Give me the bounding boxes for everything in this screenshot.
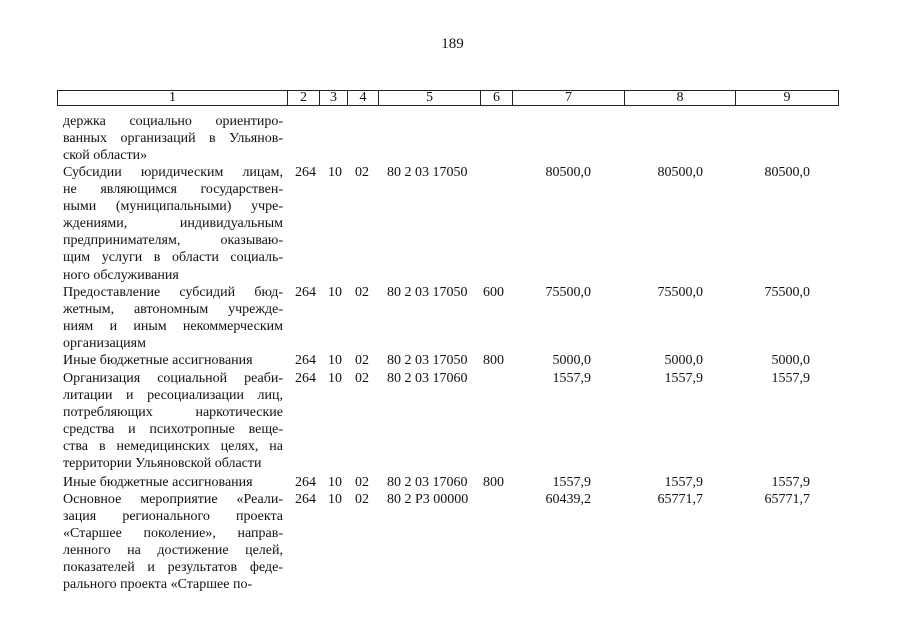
subsection-code: 02 bbox=[355, 285, 369, 300]
description-line: Субсидии юридическим лицам, bbox=[63, 165, 283, 180]
description-line: ванных организаций в Ульянов- bbox=[63, 131, 283, 147]
description-line: ства в немедицинских целях, на bbox=[63, 439, 283, 455]
amount-col-9: 65771,7 bbox=[764, 492, 810, 507]
amount-col-8: 80500,0 bbox=[657, 165, 703, 180]
description-line: «Старшее поколение», направ- bbox=[63, 526, 283, 542]
header-col-8: 8 bbox=[625, 91, 736, 105]
target-article-code: 80 2 03 17060 bbox=[387, 475, 468, 490]
amount-col-7: 60439,2 bbox=[545, 492, 591, 507]
amount-col-8: 5000,0 bbox=[664, 353, 703, 368]
row-description bbox=[63, 491, 283, 594]
expense-type-code: 600 bbox=[483, 285, 504, 300]
chapter-code: 264 bbox=[295, 492, 316, 507]
chapter-code: 264 bbox=[295, 285, 316, 300]
description-line: щим услуги в области социаль- bbox=[63, 250, 283, 266]
amount-col-9: 5000,0 bbox=[771, 353, 810, 368]
amount-col-8: 75500,0 bbox=[657, 285, 703, 300]
section-code: 10 bbox=[328, 165, 342, 180]
description-line: не являющимся государствен- bbox=[63, 182, 283, 198]
subsection-code: 02 bbox=[355, 165, 369, 180]
header-col-1: 1 bbox=[58, 91, 288, 105]
section-code: 10 bbox=[328, 353, 342, 368]
row-description bbox=[63, 352, 283, 369]
section-code: 10 bbox=[328, 475, 342, 490]
expense-type-code: 800 bbox=[483, 353, 504, 368]
target-article-code: 80 2 03 17050 bbox=[387, 353, 468, 368]
section-code: 10 bbox=[328, 285, 342, 300]
target-article-code: 80 2 03 17060 bbox=[387, 371, 468, 386]
header-col-6: 6 bbox=[481, 91, 513, 105]
description-line: ленного на достижение целей, bbox=[63, 543, 283, 559]
header-col-5: 5 bbox=[379, 91, 481, 105]
chapter-code: 264 bbox=[295, 353, 316, 368]
amount-col-9: 80500,0 bbox=[764, 165, 810, 180]
header-col-7: 7 bbox=[513, 91, 625, 105]
description-line: ного обслуживания bbox=[63, 267, 179, 283]
amount-col-7: 5000,0 bbox=[552, 353, 591, 368]
row-description bbox=[63, 474, 283, 491]
header-col-2: 2 bbox=[288, 91, 320, 105]
amount-col-7: 1557,9 bbox=[552, 475, 591, 490]
section-code: 10 bbox=[328, 371, 342, 386]
page-number: 189 bbox=[441, 36, 464, 52]
row-description bbox=[63, 370, 283, 473]
description-line: ниям и иным некоммерческим bbox=[63, 319, 283, 335]
description-line: потребляющих наркотические bbox=[63, 405, 283, 421]
description-line: литации и ресоциализации лиц, bbox=[63, 388, 283, 404]
header-col-3: 3 bbox=[320, 91, 348, 105]
amount-col-9: 1557,9 bbox=[771, 371, 810, 386]
amount-col-8: 65771,7 bbox=[657, 492, 703, 507]
description-line: Предоставление субсидий бюд- bbox=[63, 285, 283, 300]
header-col-4: 4 bbox=[348, 91, 379, 105]
amount-col-9: 75500,0 bbox=[764, 285, 810, 300]
chapter-code: 264 bbox=[295, 371, 316, 386]
description-line: ской области» bbox=[63, 148, 148, 164]
target-article-code: 80 2 P3 00000 bbox=[387, 492, 469, 507]
description-line: зация регионального проекта bbox=[63, 509, 283, 525]
chapter-code: 264 bbox=[295, 165, 316, 180]
description-line: Организация социальной реаби- bbox=[63, 371, 283, 386]
description-line: рального проекта «Старшее по- bbox=[63, 577, 253, 593]
row-description bbox=[63, 284, 283, 352]
expense-type-code: 800 bbox=[483, 475, 504, 490]
section-code: 10 bbox=[328, 492, 342, 507]
subsection-code: 02 bbox=[355, 492, 369, 507]
amount-col-7: 80500,0 bbox=[545, 165, 591, 180]
table-header-row bbox=[57, 90, 839, 106]
chapter-code: 264 bbox=[295, 475, 316, 490]
target-article-code: 80 2 03 17050 bbox=[387, 285, 468, 300]
description-line: Основное мероприятие «Реали- bbox=[63, 492, 283, 507]
subsection-code: 02 bbox=[355, 353, 369, 368]
description-line: держка социально ориентиро- bbox=[63, 114, 283, 129]
description-line: предпринимателям, оказываю- bbox=[63, 233, 283, 249]
description-line: территории Ульяновской области bbox=[63, 456, 262, 472]
description-line: ждениями, индивидуальным bbox=[63, 216, 283, 232]
target-article-code: 80 2 03 17050 bbox=[387, 165, 468, 180]
row-description bbox=[63, 164, 283, 284]
subsection-code: 02 bbox=[355, 475, 369, 490]
amount-col-7: 75500,0 bbox=[545, 285, 591, 300]
amount-col-7: 1557,9 bbox=[552, 371, 591, 386]
subsection-code: 02 bbox=[355, 371, 369, 386]
description-line: Иные бюджетные ассигнования bbox=[63, 353, 253, 368]
description-line: средства и психотропные веще- bbox=[63, 422, 283, 438]
description-line: организациям bbox=[63, 336, 146, 352]
amount-col-8: 1557,9 bbox=[664, 475, 703, 490]
description-line: показателей и результатов феде- bbox=[63, 560, 283, 576]
amount-col-9: 1557,9 bbox=[771, 475, 810, 490]
description-line: жетным, автономным учрежде- bbox=[63, 302, 283, 318]
amount-col-8: 1557,9 bbox=[664, 371, 703, 386]
description-line: Иные бюджетные ассигнования bbox=[63, 475, 253, 490]
header-col-9: 9 bbox=[783, 90, 791, 105]
row-description bbox=[63, 113, 283, 164]
description-line: ными (муниципальными) учре- bbox=[63, 199, 283, 215]
